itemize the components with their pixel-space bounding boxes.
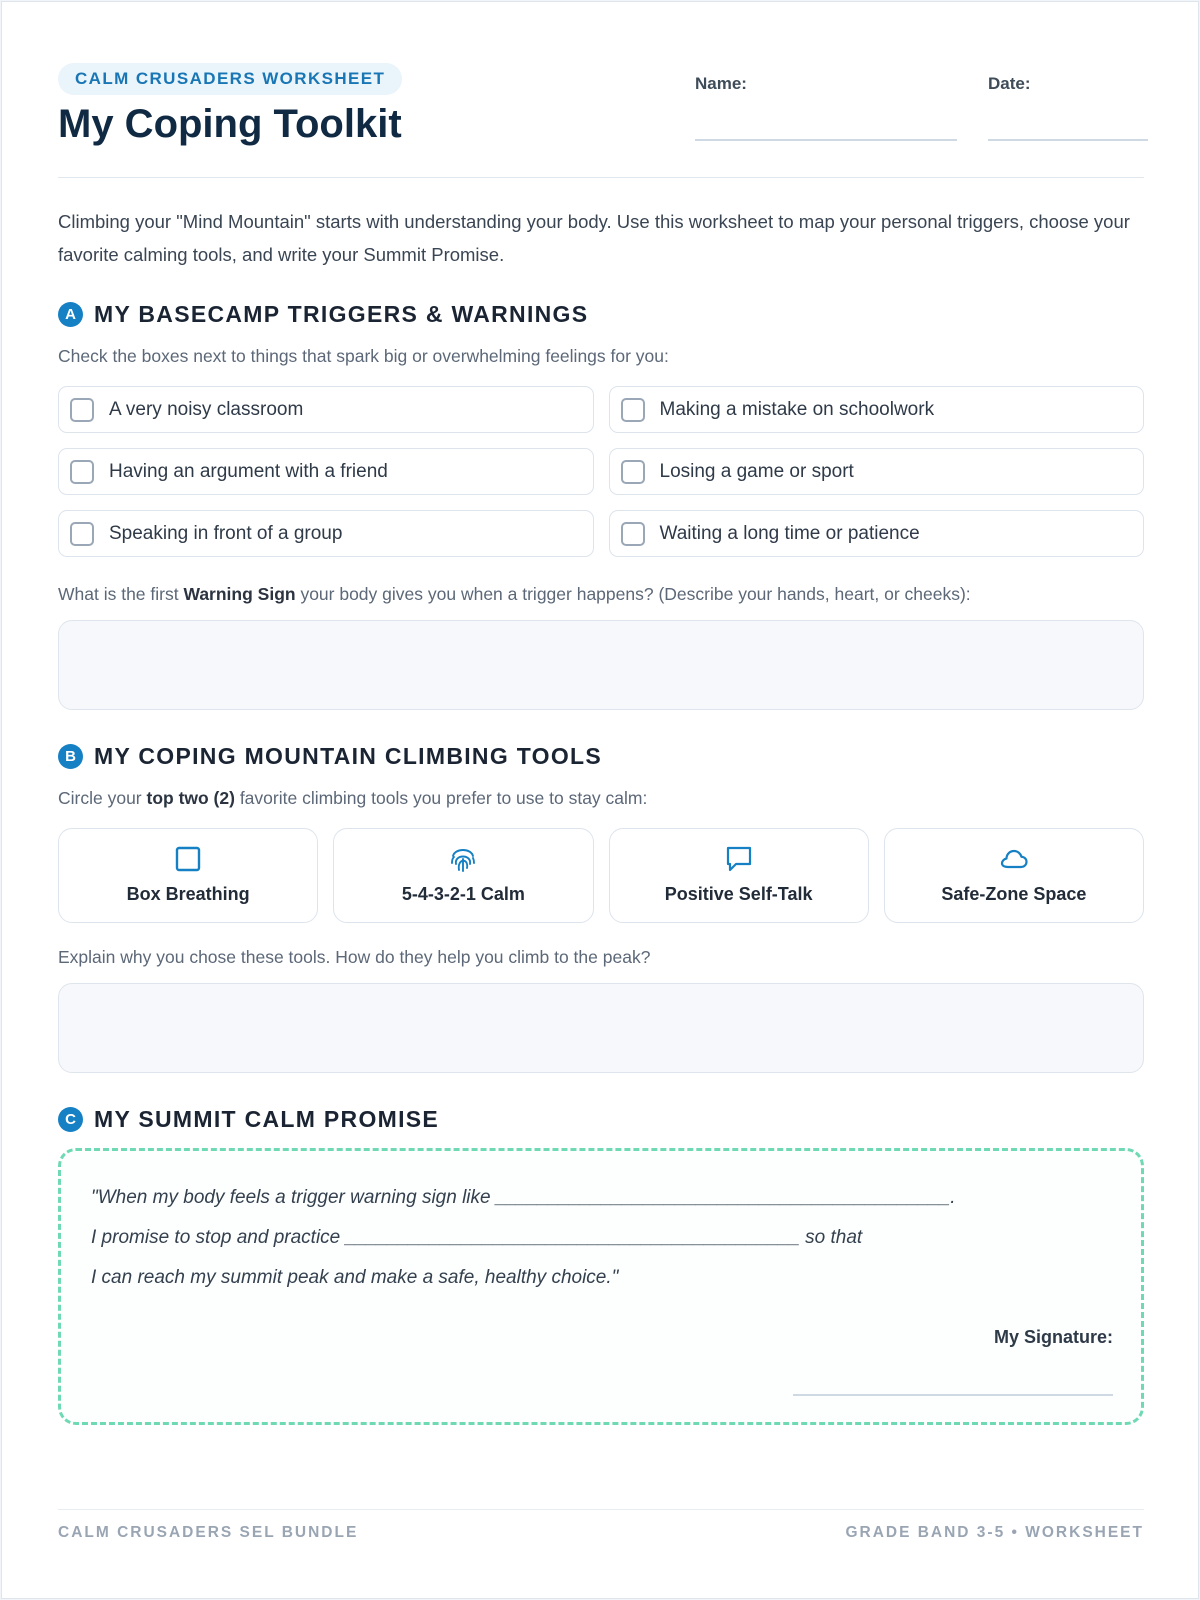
explain-answer-box[interactable] — [58, 983, 1144, 1073]
speech-bubble-icon — [724, 844, 754, 874]
fingerprint-icon — [448, 844, 478, 874]
section-c-badge: C — [58, 1107, 83, 1132]
checkbox[interactable] — [621, 398, 645, 422]
tools-list — [58, 828, 1144, 923]
checkbox[interactable] — [70, 522, 94, 546]
prompt-text: your body gives you when a trigger happens? (Describe your hands, heart, or cheeks): — [295, 584, 971, 604]
name-field[interactable] — [695, 139, 957, 141]
section-b-instruction — [58, 788, 1144, 809]
tool-label: Safe-Zone Space — [941, 884, 1087, 904]
trigger-option[interactable] — [58, 386, 594, 433]
worksheet-tag: CALM CRUSADERS WORKSHEET — [58, 63, 402, 95]
section-b-title: MY COPING MOUNTAIN CLIMBING TOOLS — [94, 742, 603, 769]
trigger-label: Waiting a long time or patience — [659, 522, 920, 544]
tool-card-54321-calm[interactable] — [333, 828, 593, 923]
trigger-label: Losing a game or sport — [659, 460, 854, 482]
tool-label: Box Breathing — [126, 884, 250, 904]
footer-right-text: GRADE BAND 3-5 • WORKSHEET — [845, 1524, 1144, 1541]
trigger-label: Speaking in front of a group — [109, 522, 343, 544]
footer-left-text: CALM CRUSADERS SEL BUNDLE — [58, 1524, 359, 1541]
section-a-instruction: Check the boxes next to things that spark big or overwhelming feelings for you: — [58, 346, 669, 366]
section-c-heading — [58, 1104, 439, 1134]
summit-promise-box — [58, 1148, 1144, 1425]
prompt-text: favorite climbing tools you prefer to use to stay calm: — [234, 788, 648, 808]
prompt-bold: Warning Sign — [183, 584, 296, 604]
checkbox[interactable] — [70, 460, 94, 484]
tool-label: Positive Self-Talk — [664, 884, 813, 904]
trigger-option[interactable] — [609, 448, 1145, 495]
tool-label: 5-4-3-2-1 Calm — [401, 884, 525, 904]
name-label: Name: — [695, 74, 747, 93]
section-a-title: MY BASECAMP TRIGGERS & WARNINGS — [94, 300, 589, 327]
trigger-option[interactable] — [609, 510, 1145, 557]
checkbox[interactable] — [621, 460, 645, 484]
warning-sign-prompt — [58, 584, 1144, 605]
worksheet-page — [1, 1, 1199, 1599]
tool-card-positive-self-talk[interactable] — [609, 828, 869, 923]
date-field[interactable] — [988, 139, 1148, 141]
trigger-option[interactable] — [58, 448, 594, 495]
trigger-option[interactable] — [58, 510, 594, 557]
tool-card-safe-zone-space[interactable] — [884, 828, 1144, 923]
prompt-bold: top two (2) — [146, 788, 235, 808]
tool-card-box-breathing[interactable] — [58, 828, 318, 923]
promise-line-2: I promise to stop and practice ___________________________________________ so that — [91, 1227, 863, 1248]
prompt-text: Circle your — [58, 788, 147, 808]
footer-divider — [58, 1509, 1144, 1510]
explain-prompt: Explain why you chose these tools. How do they help you climb to the peak? — [58, 947, 651, 967]
checkbox[interactable] — [70, 398, 94, 422]
checkbox[interactable] — [621, 522, 645, 546]
section-b-heading — [58, 741, 602, 771]
header-divider — [58, 177, 1144, 178]
page-title: My Coping Toolkit — [58, 102, 402, 146]
intro-text: Climbing your "Mind Mountain" starts with understanding your body. Use this worksheet to map your personal triggers, choose your favorite calming tools, and write your Summit Promise. — [58, 211, 1130, 265]
section-a-heading — [58, 299, 588, 329]
prompt-text: What is the first — [58, 584, 184, 604]
cloud-icon — [999, 844, 1029, 874]
trigger-label: Having an argument with a friend — [109, 460, 388, 482]
section-c-title: MY SUMMIT CALM PROMISE — [94, 1105, 440, 1132]
trigger-option[interactable] — [609, 386, 1145, 433]
promise-line-3: I can reach my summit peak and make a safe, healthy choice." — [91, 1267, 619, 1288]
section-b-badge: B — [58, 744, 83, 769]
section-a-badge: A — [58, 302, 83, 327]
trigger-label: A very noisy classroom — [109, 398, 304, 420]
signature-label: My Signature: — [993, 1327, 1113, 1347]
square-icon — [173, 844, 203, 874]
trigger-list — [58, 386, 1144, 557]
trigger-label: Making a mistake on schoolwork — [659, 398, 935, 420]
warning-sign-answer-box[interactable] — [58, 620, 1144, 710]
promise-line-1: "When my body feels a trigger warning sign like ___________________________________________. — [91, 1187, 956, 1208]
signature-field[interactable] — [793, 1394, 1113, 1396]
date-label: Date: — [988, 74, 1031, 93]
